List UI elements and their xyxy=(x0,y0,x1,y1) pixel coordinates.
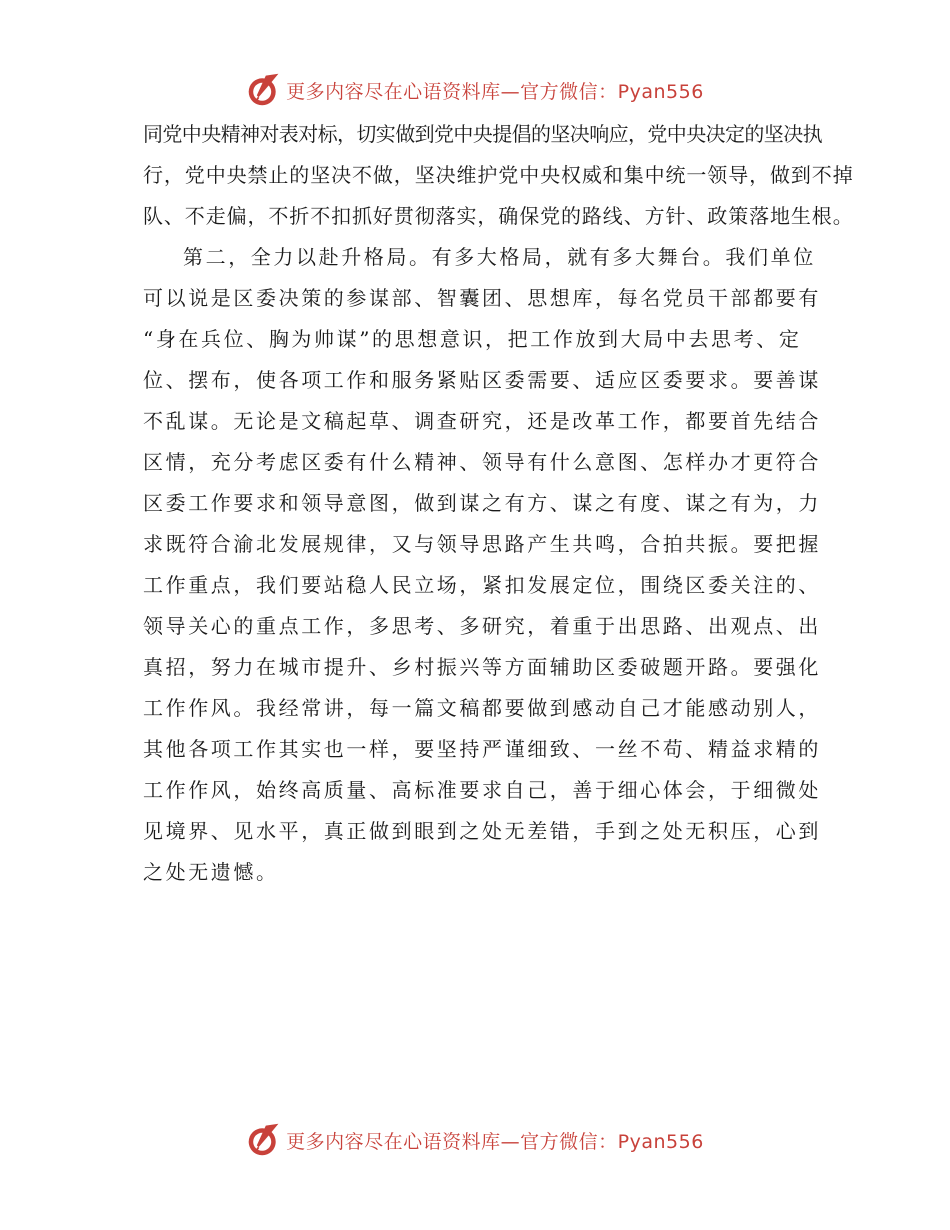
quill-logo-icon xyxy=(246,1122,282,1158)
document-body xyxy=(143,114,854,893)
paragraph-start: 第二，全力以赴升格局。有多大格局，就有多大舞台。我们单位 xyxy=(183,245,816,269)
text-line: 见境界、见水平，真正做到眼到之处无差错，手到之处无积压，心到 xyxy=(143,819,821,843)
text-line: 真招，努力在城市提升、乡村振兴等方面辅助区委破题开路。要强化 xyxy=(143,655,821,679)
text-line: 工作作风。我经常讲，每一篇文稿都要做到感动自己才能感动别人， xyxy=(143,696,821,720)
text-line: 可以说是区委决策的参谋部、智囊团、思想库，每名党员干部都要有 xyxy=(143,286,821,310)
quill-logo-icon xyxy=(246,72,282,108)
text-line: 同党中央精神对表对标，切实做到党中央提倡的坚决响应，党中央决定的坚决执 xyxy=(143,122,822,146)
text-line: 不乱谋。无论是文稿起草、调查研究，还是改革工作，都要首先结合 xyxy=(143,409,821,433)
header-watermark xyxy=(0,70,950,110)
text-line: 区委工作要求和领导意图，做到谋之有方、谋之有度、谋之有为，力 xyxy=(143,491,821,515)
text-line: 区情，充分考虑区委有什么精神、领导有什么意图、怎样办才更符合 xyxy=(143,450,821,474)
text-line: 工作作风，始终高质量、高标准要求自己，善于细心体会，于细微处 xyxy=(143,778,821,802)
text-line: 位、摆布，使各项工作和服务紧贴区委需要、适应区委要求。要善谋 xyxy=(143,368,821,392)
text-line: 之处无遗憾。 xyxy=(143,860,279,884)
text-line: 求既符合渝北发展规律，又与领导思路产生共鸣，合拍共振。要把握 xyxy=(143,532,821,556)
text-line: 行，党中央禁止的坚决不做，坚决维护党中央权威和集中统一领导，做到不掉 xyxy=(143,163,854,187)
footer-watermark xyxy=(0,1120,950,1160)
watermark-id: Pyan556 xyxy=(617,1130,704,1153)
text-line: 队、不走偏，不折不扣抓好贯彻落实，确保党的路线、方针、政策落地生根。 xyxy=(143,204,854,228)
text-line: 领导关心的重点工作，多思考、多研究，着重于出思路、出观点、出 xyxy=(143,614,821,638)
text-line: 工作重点，我们要站稳人民立场，紧扣发展定位，围绕区委关注的、 xyxy=(143,573,821,597)
text-line: “身在兵位、胸为帅谋”的思想意识，把工作放到大局中去思考、定 xyxy=(143,327,802,351)
watermark-id: Pyan556 xyxy=(617,80,704,103)
text-line: 其他各项工作其实也一样，要坚持严谨细致、一丝不苟、精益求精的 xyxy=(143,737,821,761)
watermark-text: 更多内容尽在心语资料库—官方微信： xyxy=(286,80,618,103)
watermark-text: 更多内容尽在心语资料库—官方微信： xyxy=(286,1130,618,1153)
